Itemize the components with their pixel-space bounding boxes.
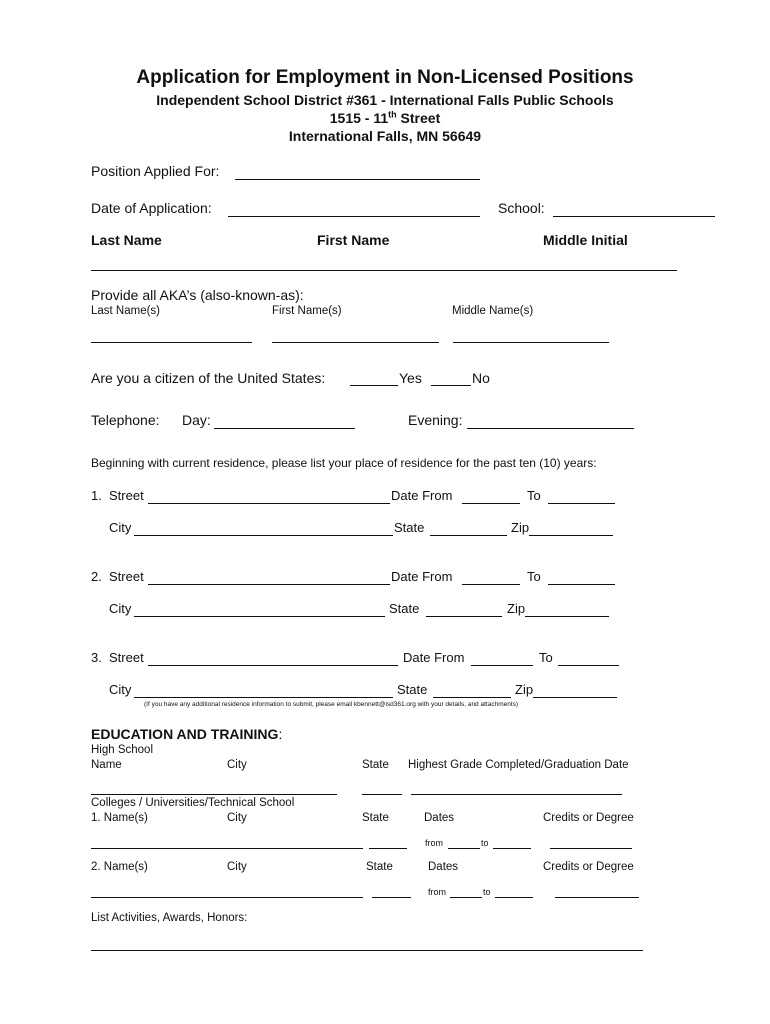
residence-1-date-from-field[interactable] <box>462 503 520 504</box>
residence-2-zip-label: Zip <box>507 601 526 616</box>
aka-prompt: Provide all AKA’s (also-known-as): <box>91 287 304 303</box>
hs-state-field[interactable] <box>362 794 402 795</box>
college-label: Colleges / Universities/Technical School <box>91 797 295 809</box>
school-field[interactable] <box>553 216 715 217</box>
phone-day-field[interactable] <box>214 428 355 429</box>
street-suffix: th <box>388 109 397 120</box>
hs-city-label: City <box>227 759 247 771</box>
residence-2-city-label: City <box>109 601 132 616</box>
residence-3-number: 3. <box>91 650 102 665</box>
residence-2-to-label: To <box>527 569 541 584</box>
last-name-header: Last Name <box>91 232 162 248</box>
activities-field[interactable] <box>91 950 643 951</box>
citizen-no-field[interactable] <box>431 385 471 386</box>
aka-middle-label: Middle Name(s) <box>452 305 534 317</box>
residence-3-to-field[interactable] <box>558 665 619 666</box>
college-2-dates-label: Dates <box>428 861 459 873</box>
college-1-to-label: to <box>481 838 489 848</box>
residence-3-date-from-label: Date From <box>403 650 465 665</box>
first-name-header: First Name <box>317 232 390 248</box>
street-number: 1515 - 11 <box>329 110 389 126</box>
residence-2-date-from-field[interactable] <box>462 584 520 585</box>
phone-evening-label: Evening: <box>408 412 463 428</box>
residence-2-city-field[interactable] <box>134 616 385 617</box>
aka-first-label: First Name(s) <box>272 305 342 317</box>
college-1-credits-label: Credits or Degree <box>543 812 634 824</box>
residence-2-date-from-label: Date From <box>391 569 453 584</box>
position-label: Position Applied For: <box>91 163 220 179</box>
residence-1-street-label: Street <box>109 488 144 503</box>
residence-2-to-field[interactable] <box>548 584 615 585</box>
college-1-credits-field[interactable] <box>550 848 632 849</box>
education-heading-colon: : <box>278 726 283 742</box>
college-1-dates-label: Dates <box>424 812 455 824</box>
activities-label: List Activities, Awards, Honors: <box>91 912 248 924</box>
college-1-to-field[interactable] <box>493 848 531 849</box>
college-1-city-label: City <box>227 812 247 824</box>
residence-1-state-label: State <box>394 520 425 535</box>
college-2-state-field[interactable] <box>372 897 411 898</box>
college-2-state-label: State <box>366 861 393 873</box>
hs-name-city-field[interactable] <box>91 794 337 795</box>
residence-2-number: 2. <box>91 569 102 584</box>
citizen-yes-label: Yes <box>399 370 422 386</box>
residence-1-number: 1. <box>91 488 102 503</box>
residence-3-city-field[interactable] <box>134 697 393 698</box>
telephone-label: Telephone: <box>91 412 160 428</box>
high-school-label: High School <box>91 744 154 756</box>
residence-3-state-field[interactable] <box>433 697 511 698</box>
residence-2-zip-field[interactable] <box>525 616 609 617</box>
residence-1-zip-label: Zip <box>511 520 530 535</box>
college-2-credits-label: Credits or Degree <box>543 861 634 873</box>
residence-1-zip-field[interactable] <box>529 535 613 536</box>
residence-3-zip-field[interactable] <box>533 697 617 698</box>
district-city: International Falls, MN 56649 <box>288 128 482 144</box>
residence-1-city-label: City <box>109 520 132 535</box>
residence-1-city-field[interactable] <box>134 535 393 536</box>
college-1-name-city-field[interactable] <box>91 848 363 849</box>
middle-initial-header: Middle Initial <box>543 232 628 248</box>
residence-2-state-field[interactable] <box>426 616 502 617</box>
college-1-state-field[interactable] <box>369 848 407 849</box>
date-of-application-field[interactable] <box>228 216 480 217</box>
street-name: Street <box>396 110 441 126</box>
college-1-name-label: 1. Name(s) <box>91 812 148 824</box>
college-2-name-label: 2. Name(s) <box>91 861 148 873</box>
residence-1-state-field[interactable] <box>430 535 507 536</box>
date-of-application-label: Date of Application: <box>91 200 212 216</box>
college-2-name-city-field[interactable] <box>91 897 363 898</box>
district-street <box>0 110 770 126</box>
education-heading <box>91 726 282 742</box>
residence-1-date-from-label: Date From <box>391 488 453 503</box>
citizen-question: Are you a citizen of the United States: <box>91 370 326 386</box>
college-2-to-field[interactable] <box>495 897 533 898</box>
residence-3-to-label: To <box>539 650 553 665</box>
residence-2-state-label: State <box>389 601 420 616</box>
college-2-credits-field[interactable] <box>555 897 639 898</box>
residence-3-street-field[interactable] <box>148 665 398 666</box>
residence-3-state-label: State <box>397 682 428 697</box>
position-field[interactable] <box>235 179 480 180</box>
residence-intro: Beginning with current residence, please list your place of residence for the past ten (10) years: <box>91 456 597 470</box>
citizen-yes-field[interactable] <box>350 385 398 386</box>
residence-1-street-field[interactable] <box>148 503 390 504</box>
residence-note: (If you have any additional residence information to submit, please email kbennett@isd361.org with your details, and attachments) <box>144 701 519 708</box>
hs-grade-field[interactable] <box>411 794 622 795</box>
hs-grade-label: Highest Grade Completed/Graduation Date <box>408 759 629 771</box>
residence-3-city-label: City <box>109 682 132 697</box>
residence-1-to-label: To <box>527 488 541 503</box>
residence-3-street-label: Street <box>109 650 144 665</box>
college-2-city-label: City <box>227 861 247 873</box>
phone-day-label: Day: <box>182 412 211 428</box>
school-label: School: <box>498 200 545 216</box>
residence-2-street-field[interactable] <box>148 584 390 585</box>
aka-last-field[interactable] <box>91 342 252 343</box>
college-2-from-label: from <box>428 887 446 897</box>
residence-1-to-field[interactable] <box>548 503 615 504</box>
aka-middle-field[interactable] <box>453 342 609 343</box>
residence-3-date-from-field[interactable] <box>471 665 533 666</box>
full-name-field[interactable] <box>91 270 677 271</box>
citizen-no-label: No <box>472 370 490 386</box>
college-1-from-label: from <box>425 838 443 848</box>
education-heading-text: EDUCATION AND TRAINING <box>91 726 279 742</box>
hs-state-label: State <box>362 759 389 771</box>
aka-first-field[interactable] <box>272 342 439 343</box>
college-2-to-label: to <box>483 887 491 897</box>
residence-3-zip-label: Zip <box>515 682 534 697</box>
page-title: Application for Employment in Non-Licensed Positions <box>136 67 634 88</box>
college-1-from-field[interactable] <box>448 848 480 849</box>
aka-last-label: Last Name(s) <box>91 305 161 317</box>
college-2-from-field[interactable] <box>450 897 482 898</box>
hs-name-label: Name <box>91 759 122 771</box>
college-1-state-label: State <box>362 812 389 824</box>
residence-2-street-label: Street <box>109 569 144 584</box>
district-name: Independent School District #361 - International Falls Public Schools <box>156 92 614 108</box>
phone-evening-field[interactable] <box>467 428 634 429</box>
